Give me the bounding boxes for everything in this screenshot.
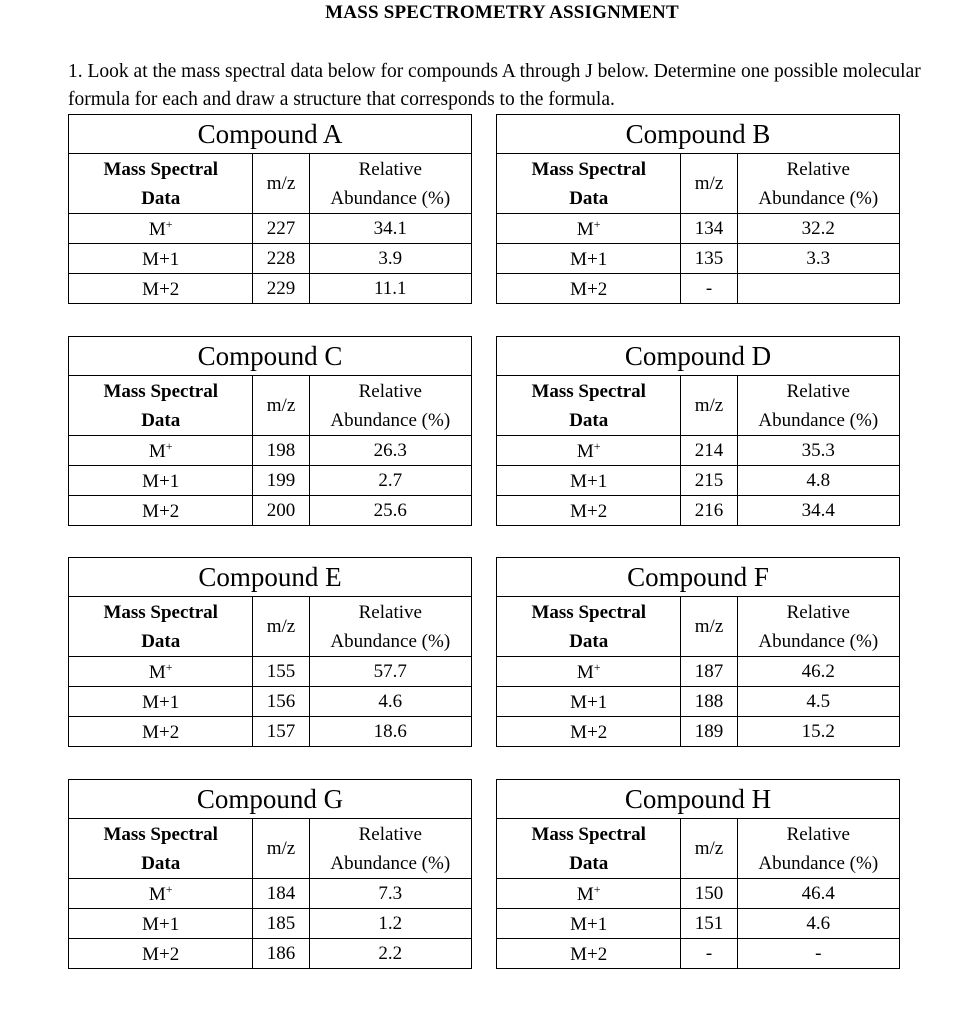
relative-abundance-header xyxy=(737,376,899,436)
mass-spectral-header xyxy=(497,819,681,879)
abundance-value: 32.2 xyxy=(737,214,899,244)
mass-header-line1: Mass Spectral xyxy=(103,601,218,623)
mz-value: 228 xyxy=(253,244,309,274)
ion-label-cell xyxy=(69,244,253,274)
mz-header: m/z xyxy=(253,819,309,879)
mass-spectral-header xyxy=(69,376,253,436)
table-row xyxy=(69,687,472,717)
table-row xyxy=(497,717,900,747)
ion-charge-sup: + xyxy=(165,216,173,231)
table-row xyxy=(497,939,900,969)
table-row xyxy=(497,909,900,939)
mz-header: m/z xyxy=(253,376,309,436)
ion-label-cell xyxy=(69,939,253,969)
compound-name: Compound A xyxy=(69,115,472,154)
ion-label-cell xyxy=(69,657,253,687)
abundance-value: 34.1 xyxy=(309,214,471,244)
abundance-value: 2.2 xyxy=(309,939,471,969)
table-row xyxy=(69,909,472,939)
ion-label-cell xyxy=(69,879,253,909)
mz-value: 215 xyxy=(681,466,737,496)
document-title: MASS SPECTROMETRY ASSIGNMENT xyxy=(325,2,679,23)
ion-label-cell xyxy=(497,496,681,526)
ion-label-cell xyxy=(69,274,253,304)
abundance-value: 4.5 xyxy=(737,687,899,717)
abundance-value: 4.6 xyxy=(737,909,899,939)
abundance-value: 1.2 xyxy=(309,909,471,939)
mz-value: 229 xyxy=(253,274,309,304)
ion-label: M+2 xyxy=(570,278,608,300)
table-row xyxy=(69,496,472,526)
ion-label-cell xyxy=(69,909,253,939)
abundance-value: 34.4 xyxy=(737,496,899,526)
mass-header-line2: Data xyxy=(569,187,609,209)
compound-name: Compound D xyxy=(497,337,900,376)
compound-table xyxy=(68,336,472,526)
mass-header-line1: Mass Spectral xyxy=(103,823,218,845)
ion-charge-sup: + xyxy=(593,881,601,896)
mz-value: 199 xyxy=(253,466,309,496)
ion-label: M+2 xyxy=(142,943,180,965)
mass-header-line2: Data xyxy=(141,852,181,874)
mass-spectral-header xyxy=(69,597,253,657)
rel-header-line2: Abundance (%) xyxy=(330,852,451,874)
compound-name: Compound F xyxy=(497,558,900,597)
mass-header-line2: Data xyxy=(569,409,609,431)
ion-label-cell xyxy=(497,244,681,274)
table-row xyxy=(69,274,472,304)
mass-header-line1: Mass Spectral xyxy=(531,158,646,180)
ion-label-cell xyxy=(497,687,681,717)
ion-label: M+2 xyxy=(570,943,608,965)
compound-name: Compound C xyxy=(69,337,472,376)
relative-abundance-header xyxy=(309,154,471,214)
compound-table xyxy=(496,779,900,969)
relative-abundance-header xyxy=(737,819,899,879)
rel-header-line2: Abundance (%) xyxy=(758,630,879,652)
mz-value: 151 xyxy=(681,909,737,939)
ion-charge-sup: + xyxy=(165,438,173,453)
mz-header: m/z xyxy=(681,376,737,436)
rel-header-line1: Relative xyxy=(358,158,422,180)
compound-name: Compound G xyxy=(69,780,472,819)
table-row xyxy=(69,657,472,687)
ion-label: M+1 xyxy=(142,913,180,935)
mz-value: 150 xyxy=(681,879,737,909)
ion-label-cell xyxy=(69,466,253,496)
ion-label: M+1 xyxy=(142,691,180,713)
rel-header-line2: Abundance (%) xyxy=(758,409,879,431)
table-row xyxy=(497,687,900,717)
ion-label: M+1 xyxy=(570,248,608,270)
mass-spectral-header xyxy=(69,154,253,214)
ion-label: M xyxy=(576,661,594,683)
mass-header-line1: Mass Spectral xyxy=(103,158,218,180)
rel-header-line1: Relative xyxy=(786,823,850,845)
mz-value: 214 xyxy=(681,436,737,466)
ion-label: M+1 xyxy=(570,691,608,713)
table-row xyxy=(69,939,472,969)
relative-abundance-header xyxy=(309,597,471,657)
compound-table xyxy=(68,557,472,747)
ion-charge-sup: + xyxy=(593,438,601,453)
ion-charge-sup: + xyxy=(593,216,601,231)
ion-label: M+2 xyxy=(142,721,180,743)
compound-table xyxy=(496,557,900,747)
relative-abundance-header xyxy=(737,154,899,214)
ion-label-cell xyxy=(497,274,681,304)
mz-value: 155 xyxy=(253,657,309,687)
ion-label-cell xyxy=(69,687,253,717)
table-row xyxy=(69,717,472,747)
mass-header-line2: Data xyxy=(569,630,609,652)
rel-header-line1: Relative xyxy=(786,601,850,623)
mz-value: 198 xyxy=(253,436,309,466)
abundance-value: 7.3 xyxy=(309,879,471,909)
ion-charge-sup: + xyxy=(593,659,601,674)
ion-label: M xyxy=(148,218,166,240)
ion-charge-sup: + xyxy=(165,659,173,674)
table-row xyxy=(69,466,472,496)
abundance-value: 46.2 xyxy=(737,657,899,687)
compound-name: Compound B xyxy=(497,115,900,154)
ion-label-cell xyxy=(69,717,253,747)
mass-header-line2: Data xyxy=(141,630,181,652)
relative-abundance-header xyxy=(309,376,471,436)
mz-value: 187 xyxy=(681,657,737,687)
ion-label: M+2 xyxy=(570,721,608,743)
mz-value: 135 xyxy=(681,244,737,274)
ion-label-cell xyxy=(497,939,681,969)
mz-header: m/z xyxy=(681,819,737,879)
mz-value: - xyxy=(681,274,737,304)
compound-table xyxy=(496,114,900,304)
rel-header-line1: Relative xyxy=(786,158,850,180)
mz-value: 200 xyxy=(253,496,309,526)
mass-spectral-header xyxy=(69,819,253,879)
ion-label-cell xyxy=(497,909,681,939)
ion-label: M xyxy=(148,661,166,683)
mass-header-line2: Data xyxy=(141,409,181,431)
abundance-value: 35.3 xyxy=(737,436,899,466)
mz-value: 227 xyxy=(253,214,309,244)
mass-header-line1: Mass Spectral xyxy=(531,601,646,623)
ion-label: M+2 xyxy=(142,278,180,300)
abundance-value: 4.6 xyxy=(309,687,471,717)
table-row xyxy=(497,657,900,687)
ion-label-cell xyxy=(497,436,681,466)
abundance-value: 26.3 xyxy=(309,436,471,466)
mass-spectral-header xyxy=(497,597,681,657)
table-row xyxy=(69,436,472,466)
mz-value: 184 xyxy=(253,879,309,909)
ion-label: M xyxy=(148,440,166,462)
ion-label-cell xyxy=(497,717,681,747)
abundance-value: 25.6 xyxy=(309,496,471,526)
ion-label-cell xyxy=(497,657,681,687)
relative-abundance-header xyxy=(309,819,471,879)
table-row xyxy=(497,244,900,274)
rel-header-line2: Abundance (%) xyxy=(758,852,879,874)
table-row xyxy=(69,214,472,244)
table-row xyxy=(497,214,900,244)
mass-spectral-header xyxy=(497,154,681,214)
abundance-value: - xyxy=(737,939,899,969)
mass-spectral-header xyxy=(497,376,681,436)
rel-header-line1: Relative xyxy=(358,380,422,402)
ion-label-cell xyxy=(497,466,681,496)
ion-label: M+2 xyxy=(570,500,608,522)
mz-value: 156 xyxy=(253,687,309,717)
compound-name: Compound H xyxy=(497,780,900,819)
table-row xyxy=(497,879,900,909)
ion-label: M+1 xyxy=(142,470,180,492)
question-text: 1. Look at the mass spectral data below for compounds A through J below. Determine one possible molecular formula for each and draw a structure that corresponds to the formula. xyxy=(68,61,921,110)
ion-label: M xyxy=(576,440,594,462)
abundance-value: 4.8 xyxy=(737,466,899,496)
compound-table xyxy=(496,336,900,526)
ion-label-cell xyxy=(497,879,681,909)
ion-label-cell xyxy=(69,214,253,244)
abundance-value: 46.4 xyxy=(737,879,899,909)
compound-table xyxy=(68,114,472,304)
abundance-value xyxy=(737,274,899,304)
table-row xyxy=(69,244,472,274)
mz-value: 188 xyxy=(681,687,737,717)
mass-header-line2: Data xyxy=(141,187,181,209)
ion-label: M xyxy=(576,883,594,905)
ion-label-cell xyxy=(69,496,253,526)
abundance-value: 3.3 xyxy=(737,244,899,274)
table-row xyxy=(497,496,900,526)
mz-header: m/z xyxy=(253,154,309,214)
compound-table xyxy=(68,779,472,969)
ion-label: M+1 xyxy=(570,913,608,935)
table-row xyxy=(497,436,900,466)
abundance-value: 2.7 xyxy=(309,466,471,496)
mz-header: m/z xyxy=(681,597,737,657)
ion-label-cell xyxy=(497,214,681,244)
table-row xyxy=(497,274,900,304)
rel-header-line2: Abundance (%) xyxy=(330,630,451,652)
table-row xyxy=(69,879,472,909)
mass-header-line2: Data xyxy=(569,852,609,874)
mz-value: 186 xyxy=(253,939,309,969)
mz-header: m/z xyxy=(681,154,737,214)
abundance-value: 15.2 xyxy=(737,717,899,747)
mz-value: 216 xyxy=(681,496,737,526)
ion-label: M+1 xyxy=(142,248,180,270)
rel-header-line2: Abundance (%) xyxy=(330,187,451,209)
mz-value: 134 xyxy=(681,214,737,244)
mz-value: - xyxy=(681,939,737,969)
table-row xyxy=(497,466,900,496)
mz-value: 157 xyxy=(253,717,309,747)
mz-value: 185 xyxy=(253,909,309,939)
abundance-value: 3.9 xyxy=(309,244,471,274)
abundance-value: 18.6 xyxy=(309,717,471,747)
rel-header-line2: Abundance (%) xyxy=(758,187,879,209)
ion-label: M xyxy=(148,883,166,905)
ion-label-cell xyxy=(69,436,253,466)
mz-header: m/z xyxy=(253,597,309,657)
mz-value: 189 xyxy=(681,717,737,747)
abundance-value: 57.7 xyxy=(309,657,471,687)
mass-header-line1: Mass Spectral xyxy=(531,380,646,402)
rel-header-line2: Abundance (%) xyxy=(330,409,451,431)
rel-header-line1: Relative xyxy=(358,601,422,623)
ion-label: M+2 xyxy=(142,500,180,522)
mass-header-line1: Mass Spectral xyxy=(103,380,218,402)
relative-abundance-header xyxy=(737,597,899,657)
ion-charge-sup: + xyxy=(165,881,173,896)
ion-label: M+1 xyxy=(570,470,608,492)
ion-label: M xyxy=(576,218,594,240)
rel-header-line1: Relative xyxy=(786,380,850,402)
compound-name: Compound E xyxy=(69,558,472,597)
rel-header-line1: Relative xyxy=(358,823,422,845)
abundance-value: 11.1 xyxy=(309,274,471,304)
mass-header-line1: Mass Spectral xyxy=(531,823,646,845)
